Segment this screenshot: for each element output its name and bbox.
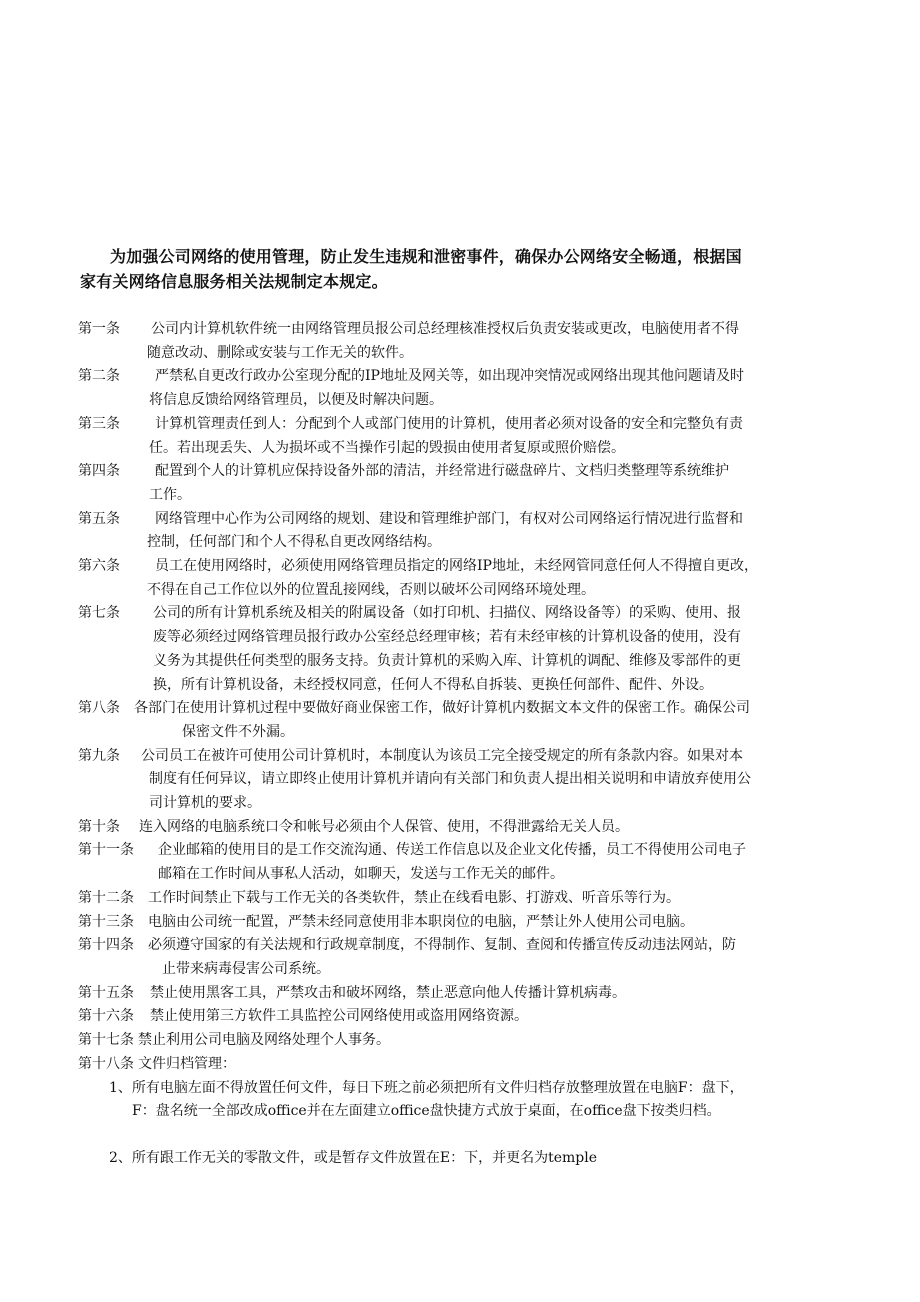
article-text: 公司员工在被许可使用公司计算机时，本制度认为该员工完全接受规定的所有条款内容。如果对本 bbox=[141, 747, 743, 764]
article-7 bbox=[78, 602, 858, 697]
article-label: 第九条 bbox=[78, 747, 120, 764]
article-label: 第十条 bbox=[78, 818, 120, 835]
article-text: 连入网络的电脑系统口令和帐号必须由个人保管、使用，不得泄露给无关人员。 bbox=[139, 818, 629, 835]
article-text-cont: 邮箱在工作时间从事私人活动，如聊天，发送与工作无关的邮件。 bbox=[158, 866, 564, 883]
article-label: 第五条 bbox=[78, 510, 120, 527]
article-9 bbox=[78, 745, 858, 816]
article-text-cont: 任。若出现丢失、人为损坏或不当操作引起的毁损由使用者复原或照价赔偿。 bbox=[149, 439, 625, 456]
article-1 bbox=[78, 318, 858, 365]
article-text-cont: 司计算机的要求。 bbox=[149, 795, 261, 812]
article-label: 第十一条 bbox=[78, 842, 134, 859]
article-text: 员工在使用网络时，必须使用网络管理员指定的网络IP地址，未经网管同意任何人不得擅自更改， bbox=[155, 558, 758, 575]
article-text-cont: 工作。 bbox=[149, 486, 191, 503]
article-text-cont: 控制，任何部门和个人不得私自更改网络结构。 bbox=[147, 534, 441, 551]
blank-line bbox=[78, 1124, 858, 1147]
subitem-2 bbox=[78, 1147, 858, 1171]
article-2 bbox=[78, 365, 858, 412]
subitem-text: 1、所有电脑左面不得放置任何文件，每日下班之前必须把所有文件归档存放整理放置在电脑F：盘下， bbox=[109, 1079, 744, 1096]
article-text: 公司的所有计算机系统及相关的附属设备（如打印机、扫描仪、网络设备等）的采购、使用、报 bbox=[153, 605, 741, 622]
article-text-cont: 换，所有计算机设备，未经授权同意，任何人不得私自拆装、更换任何部件、配件、外设。 bbox=[153, 676, 713, 693]
subitem-1 bbox=[78, 1077, 858, 1124]
subitem-text-cont: F：盘名统一全部改成office并在左面建立office盘快捷方式放于桌面，在office盘下按类归档。 bbox=[132, 1103, 721, 1120]
article-14 bbox=[78, 934, 858, 981]
article-13 bbox=[78, 911, 858, 935]
article-12 bbox=[78, 887, 858, 911]
article-6 bbox=[78, 555, 858, 602]
article-label: 第十三条 bbox=[78, 913, 134, 930]
article-text-cont: 保密文件不外漏。 bbox=[182, 723, 294, 740]
article-text-cont: 止带来病毒侵害公司系统。 bbox=[162, 960, 330, 977]
article-text-cont: 将信息反馈给网络管理员，以便及时解决问题。 bbox=[149, 392, 443, 409]
article-label: 第一条 bbox=[78, 321, 120, 337]
article-label: 第八条 bbox=[78, 700, 120, 717]
article-label: 第四条 bbox=[78, 463, 120, 480]
article-text-cont: 制度有任何异议，请立即终止使用计算机并请向有关部门和负责人提出相关说明和申请放弃使用公 bbox=[149, 771, 751, 788]
article-18 bbox=[78, 1053, 858, 1077]
article-text: 计算机管理责任到人：分配到个人或部门使用的计算机，使用者必须对设备的安全和完整负有责 bbox=[155, 415, 743, 432]
article-8 bbox=[78, 697, 858, 744]
article-text: 禁止利用公司电脑及网络处理个人事务。 bbox=[138, 1032, 390, 1049]
article-label: 第十二条 bbox=[78, 889, 134, 906]
article-text: 严禁私自更改行政办公室现分配的IP地址及网关等，如出现冲突情况或网络出现其他问题请及时 bbox=[155, 368, 744, 385]
intro-paragraph bbox=[80, 244, 850, 294]
article-text-cont: 废等必须经过网络管理员报行政办公室经总经理审核；若有未经审核的计算机设备的使用，没有 bbox=[153, 629, 741, 646]
article-4 bbox=[78, 460, 858, 507]
article-label: 第十四条 bbox=[78, 937, 134, 954]
article-17 bbox=[78, 1029, 858, 1053]
article-text: 禁止使用第三方软件工具监控公司网络使用或盗用网络资源。 bbox=[150, 1008, 528, 1025]
article-label: 第三条 bbox=[78, 415, 120, 432]
article-label: 第十七条 bbox=[78, 1032, 134, 1049]
article-text-cont: 义务为其提供任何类型的服务支持。负责计算机的采购入库、计算机的调配、维修及零部件的更 bbox=[153, 652, 741, 669]
article-5 bbox=[78, 508, 858, 555]
article-text-cont: 不得在自己工作位以外的位置乱接网线，否则以破坏公司网络环境处理。 bbox=[147, 581, 595, 598]
article-text: 配置到个人的计算机应保持设备外部的清洁，并经常进行磁盘碎片、文档归类整理等系统维护 bbox=[155, 463, 729, 480]
article-label: 第十八条 bbox=[78, 1055, 134, 1072]
article-text: 必须遵守国家的有关法规和行政规章制度，不得制作、复制、查阅和传播宣传反动违法网站，防 bbox=[148, 937, 736, 954]
article-text: 电脑由公司统一配置，严禁未经同意使用非本职岗位的电脑，严禁让外人使用公司电脑。 bbox=[148, 913, 694, 930]
subitem-text: 2、所有跟工作无关的零散文件，或是暂存文件放置在E：下，并更名为temple bbox=[109, 1149, 598, 1166]
article-label: 第十五条 bbox=[78, 984, 134, 1001]
article-text: 公司内计算机软件统一由网络管理员报公司总经理核准授权后负责安装或更改，电脑使用者不得 bbox=[151, 321, 739, 337]
article-label: 第二条 bbox=[78, 368, 120, 385]
article-text-cont: 随意改动、删除或安装与工作无关的软件。 bbox=[147, 344, 413, 361]
article-text: 文件归档管理： bbox=[138, 1055, 236, 1072]
article-text: 网络管理中心作为公司网络的规划、建设和管理维护部门，有权对公司网络运行情况进行监督和 bbox=[155, 510, 743, 527]
intro-line-2: 家有关网络信息服务相关法规制定本规定。 bbox=[80, 272, 388, 291]
article-label: 第六条 bbox=[78, 558, 120, 575]
article-text: 工作时间禁止下载与工作无关的各类软件，禁止在线看电影、打游戏、听音乐等行为。 bbox=[148, 889, 680, 906]
article-11 bbox=[78, 839, 858, 886]
article-text: 企业邮箱的使用目的是工作交流沟通、传送工作信息以及企业文化传播，员工不得使用公司电子 bbox=[158, 842, 746, 859]
article-16 bbox=[78, 1005, 858, 1029]
article-label: 第十六条 bbox=[78, 1008, 134, 1025]
article-text: 禁止使用黑客工具，严禁攻击和破坏网络，禁止恶意向他人传播计算机病毒。 bbox=[150, 984, 626, 1001]
intro-line-1: 为加强公司网络的使用管理，防止发生违规和泄密事件，确保办公网络安全畅通，根据国 bbox=[110, 247, 742, 266]
article-3 bbox=[78, 413, 858, 460]
article-text: 各部门在使用计算机过程中要做好商业保密工作，做好计算机内数据文本文件的保密工作。确保公司 bbox=[134, 700, 750, 717]
article-list bbox=[78, 318, 858, 1171]
article-10 bbox=[78, 816, 858, 840]
article-label: 第七条 bbox=[78, 605, 120, 622]
article-15 bbox=[78, 982, 858, 1006]
